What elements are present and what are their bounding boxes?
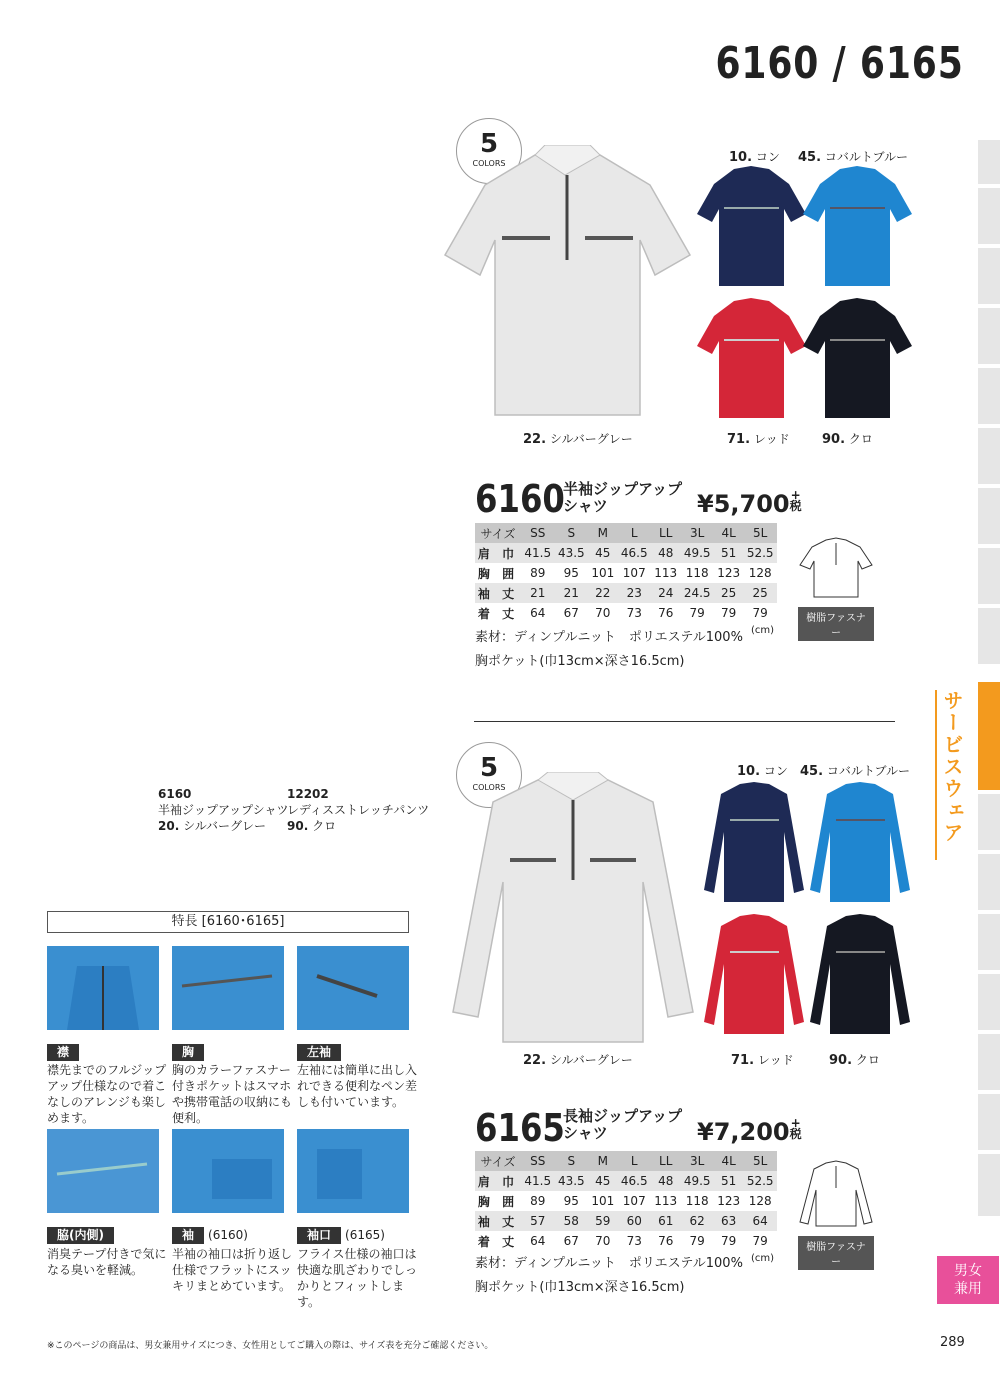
side-tab[interactable] bbox=[978, 1094, 1000, 1150]
variant-shirt-cobalt[interactable] bbox=[800, 164, 915, 289]
variant-shirt-black[interactable] bbox=[808, 912, 913, 1037]
fastener-badge: 樹脂ファスナー bbox=[798, 607, 874, 641]
color-label: 10. コン bbox=[729, 150, 780, 165]
color-label: 71. レッド bbox=[727, 432, 790, 447]
side-tab[interactable] bbox=[978, 1154, 1000, 1216]
gender-line-2: 兼用 bbox=[954, 1281, 982, 1297]
feature-text: 消臭テープ付きで気になる臭いを軽減。 bbox=[47, 1247, 167, 1277]
feature-text: 左袖には簡単に出し入れできる便利なペン差しも付いています。 bbox=[297, 1063, 418, 1109]
tech-drawing-long bbox=[798, 1160, 874, 1232]
gender-line-1: 男女 bbox=[954, 1263, 982, 1279]
price: ¥7,200+ 税 bbox=[697, 1116, 802, 1146]
model-name: 半袖ジップアップ シャツ bbox=[563, 480, 682, 515]
side-tab[interactable] bbox=[978, 794, 1000, 850]
variant-shirt-red[interactable] bbox=[702, 912, 807, 1037]
model-number: 6160 bbox=[475, 477, 565, 521]
main-shirt-image bbox=[448, 772, 698, 1047]
side-tab[interactable] bbox=[978, 914, 1000, 970]
feature-image-collar bbox=[47, 946, 159, 1030]
table-row: 胸 囲 89 95 101 107 113 118 123 128 bbox=[477, 1194, 772, 1209]
colors-count: 5 bbox=[479, 753, 499, 783]
table-row: 胸 囲 89 95 101 107 113 118 123 128 bbox=[477, 566, 772, 581]
table-row: 肩 巾 41.5 43.5 45 46.5 48 49.5 51 52.5 bbox=[475, 543, 777, 563]
color-label: 90. クロ bbox=[822, 432, 873, 447]
feature-image-chest bbox=[172, 946, 284, 1030]
variant-shirt-navy[interactable] bbox=[702, 780, 807, 905]
feature-tag: 袖口 (6165) bbox=[297, 1224, 385, 1244]
side-tab[interactable] bbox=[978, 608, 1000, 664]
features-title: 特長 [6160･6165] bbox=[47, 911, 409, 933]
price: ¥5,700+ 税 bbox=[697, 488, 802, 518]
model-info-right: 12202 レディスストレッチパンツ 90. クロ bbox=[287, 787, 430, 833]
page-title: 6160 / 6165 bbox=[715, 38, 964, 89]
feature-image-underarm bbox=[47, 1129, 159, 1213]
colors-label: COLORS bbox=[472, 159, 506, 168]
color-label: 45. コバルトブルー bbox=[800, 764, 911, 779]
divider bbox=[474, 721, 895, 722]
color-label: 10. コン bbox=[737, 764, 788, 779]
main-shirt-image bbox=[440, 145, 695, 425]
side-tab[interactable] bbox=[978, 854, 1000, 910]
model-name: 長袖ジップアップ シャツ bbox=[563, 1107, 682, 1142]
fastener-badge: 樹脂ファスナー bbox=[798, 1236, 874, 1270]
feature-image-cuff-long bbox=[297, 1129, 409, 1213]
color-label: 90. クロ bbox=[829, 1053, 880, 1068]
side-tab[interactable] bbox=[978, 308, 1000, 364]
category-label: サービスウェア bbox=[935, 690, 967, 860]
variant-shirt-red[interactable] bbox=[694, 296, 809, 421]
table-row: 着 丈 64 67 70 73 76 79 79 79 bbox=[477, 1234, 768, 1249]
feature-text: 半袖の袖口は折り返し仕様でフラットにスッキリまとめています。 bbox=[172, 1247, 293, 1293]
side-tab[interactable] bbox=[978, 974, 1000, 1030]
table-row: 袖 丈 21 21 22 23 24 24.5 25 25 bbox=[475, 583, 777, 603]
model-info-left: 6160 半袖ジップアップシャツ 20. シルバーグレー bbox=[158, 787, 289, 833]
table-row: 着 丈 64 67 70 73 76 79 79 79 bbox=[477, 606, 768, 621]
variant-shirt-cobalt[interactable] bbox=[808, 780, 913, 905]
color-label: 71. レッド bbox=[731, 1053, 794, 1068]
side-tab[interactable] bbox=[978, 188, 1000, 244]
material-text: 素材：ディンプルニット ポリエステル100% 胸ポケット(巾13cm×深さ16.5cm) bbox=[475, 1256, 743, 1295]
color-label: 22. シルバーグレー bbox=[523, 432, 633, 447]
side-tab[interactable] bbox=[978, 248, 1000, 304]
color-label: 45. コバルトブルー bbox=[798, 150, 909, 165]
side-tab[interactable] bbox=[978, 140, 1000, 184]
size-table: サイズ SS S M L LL 3L 4L 5L 肩 巾 41.5 43.5 45 46.5 48 49.5 51 52.5 胸 囲 89 95 101 107 113 118 123 128 袖 丈 21 21 22 23 24 24.5 25 25 着 丈 64 67 70 73 76 79 79 79 bbox=[475, 523, 777, 623]
side-tab[interactable] bbox=[978, 1034, 1000, 1090]
feature-tag: 胸 bbox=[172, 1041, 204, 1061]
variant-shirt-navy[interactable] bbox=[694, 164, 809, 289]
unit-label: (cm) bbox=[751, 625, 775, 636]
feature-text: 襟先までのフルジップアップ仕様なので着こなしのアレンジも楽しめます。 bbox=[47, 1063, 167, 1125]
model-number: 6165 bbox=[475, 1106, 565, 1150]
feature-tag: 襟 bbox=[47, 1041, 79, 1061]
size-table: サイズ SS S M L LL 3L 4L 5L 肩 巾 41.5 43.5 45 46.5 48 49.5 51 52.5 胸 囲 89 95 101 107 113 118 123 128 袖 丈 57 58 59 60 61 62 63 64 着 丈 64 67 70 73 76 79 79 79 bbox=[475, 1151, 777, 1251]
material-text: 素材：ディンプルニット ポリエステル100% 胸ポケット(巾13cm×深さ16.5cm) bbox=[475, 630, 743, 669]
color-label: 22. シルバーグレー bbox=[523, 1053, 633, 1068]
side-tab[interactable] bbox=[978, 428, 1000, 484]
table-row: 袖 丈 57 58 59 60 61 62 63 64 bbox=[475, 1211, 777, 1231]
feature-text: 胸のカラーファスナー付きポケットはスマホや携帯電話の収納にも便利。 bbox=[172, 1063, 293, 1125]
footnote: ※このページの商品は、男女兼用サイズにつき、女性用としてご購入の際は、サイズ表を充分ご確認ください。 bbox=[47, 1341, 494, 1351]
side-tab[interactable] bbox=[978, 488, 1000, 544]
variant-shirt-black[interactable] bbox=[800, 296, 915, 421]
table-row: 肩 巾 41.5 43.5 45 46.5 48 49.5 51 52.5 bbox=[475, 1171, 777, 1191]
side-tab-active[interactable] bbox=[978, 682, 1000, 790]
feature-tag: 脇(内側) bbox=[47, 1224, 114, 1244]
feature-text: フライス仕様の袖口は快適な肌ざわりでしっかりとフィットします。 bbox=[297, 1247, 418, 1309]
page-number: 289 bbox=[940, 1335, 965, 1350]
feature-image-cuff-short bbox=[172, 1129, 284, 1213]
feature-image-sleeve bbox=[297, 946, 409, 1030]
side-tab[interactable] bbox=[978, 368, 1000, 424]
side-tab[interactable] bbox=[978, 548, 1000, 604]
colors-count: 5 bbox=[479, 129, 499, 159]
colors-label: COLORS bbox=[472, 783, 506, 792]
tech-drawing-short bbox=[798, 537, 874, 603]
feature-tag: 左袖 bbox=[297, 1041, 341, 1061]
unit-label: (cm) bbox=[751, 1253, 775, 1264]
feature-tag: 袖 (6160) bbox=[172, 1224, 248, 1244]
gender-badge bbox=[937, 1256, 999, 1304]
